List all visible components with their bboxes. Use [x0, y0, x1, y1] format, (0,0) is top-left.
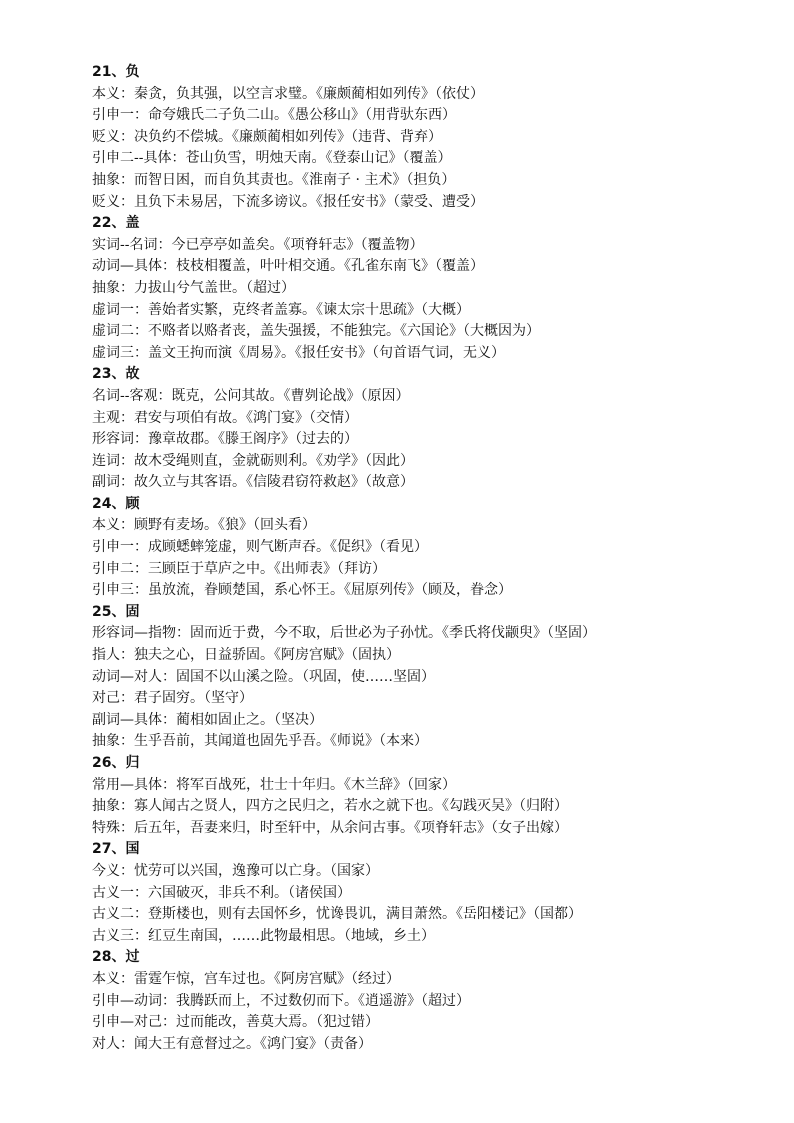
- definition-line: 古义一：六国破灭，非兵不利。（诸侯国）: [92, 884, 351, 901]
- definition-line: 古义二：登斯楼也，则有去国怀乡，忧谗畏讥，满目萧然。《岳阳楼记》（国都）: [92, 906, 582, 923]
- definition-line: 虚词二：不赂者以赂者丧，盖失强援，不能独完。《六国论》（大概因为）: [92, 323, 540, 340]
- definition-line: 名词--客观：既克，公问其故。《曹刿论战》（原因）: [92, 387, 410, 404]
- definition-line: 连词：故木受绳则直，金就砺则利。《劝学》（因此）: [92, 452, 414, 469]
- definition-line: 动词—具体：枝枝相覆盖，叶叶相交通。《孔雀东南飞》（覆盖）: [92, 258, 484, 275]
- definition-line: 贬义：且负下未易居，下流多谤议。《报任安书》（蒙受、遭受）: [92, 193, 484, 210]
- definition-line: 副词：故久立与其客语。《信陵君窃符救赵》（故意）: [92, 474, 414, 491]
- section-title: 21、负: [92, 64, 140, 80]
- definition-line: 引申二：三顾臣于草庐之中。《出师表》（拜访）: [92, 560, 386, 577]
- definition-line: 动词—对人：固国不以山溪之险。（巩固，使……坚固）: [92, 668, 435, 685]
- section-26: [92, 753, 782, 839]
- definition-line: 副词—具体：蔺相如固止之。（坚决）: [92, 711, 323, 728]
- definition-line: 形容词—指物：固而近于费，今不取，后世必为子孙忧。《季氏将伐颛臾》（坚固）: [92, 625, 596, 642]
- section-21: [92, 62, 782, 213]
- section-23: [92, 364, 782, 494]
- section-25: [92, 602, 782, 753]
- section-title: 23、故: [92, 366, 140, 383]
- definition-line: 抽象：寡人闻古之贤人，四方之民归之，若水之就下也。《勾践灭吴》（归附）: [92, 798, 568, 815]
- definition-line: 抽象：力拔山兮气盖世。（超过）: [92, 279, 295, 296]
- section-title: 26、归: [92, 755, 140, 771]
- definition-line: 引申一：成顾蟋蟀笼虚，则气断声吞。《促织》（看见）: [92, 539, 428, 556]
- definition-line: 特殊：后五年，吾妻来归，时至轩中，从余问古事。《项脊轩志》（女子出嫁）: [92, 819, 568, 836]
- definition-line: 抽象：生乎吾前，其闻道也固先乎吾。《师说》（本来）: [92, 733, 428, 750]
- definition-line: 古义三：红豆生南国，……此物最相思。（地域，乡土）: [92, 927, 435, 944]
- definition-line: 指人：独夫之心，日益骄固。《阿房宫赋》（固执）: [92, 647, 400, 664]
- section-title: 25、固: [92, 603, 140, 620]
- definition-line: 常用—具体：将军百战死，壮士十年归。《木兰辞》（回家）: [92, 776, 456, 793]
- definition-line: 主观：君安与项伯有故。《鸿门宴》（交情）: [92, 409, 358, 426]
- definition-line: 对人：闻大王有意督过之。《鸿门宴》（责备）: [92, 1035, 372, 1052]
- definition-line: 实词--名词：今已亭亭如盖矣。《项脊轩志》（覆盖物）: [92, 236, 424, 253]
- definition-line: 本义：秦贪，负其强，以空言求璧。《廉颇蔺相如列传》（依仗）: [92, 85, 484, 102]
- section-27: [92, 839, 782, 947]
- section-title: 27、国: [92, 841, 140, 858]
- definition-line: 引申二--具体：苍山负雪，明烛天南。《登泰山记》（覆盖）: [92, 150, 452, 167]
- definition-line: 引申三：虽放流，眷顾楚国，系心怀王。《屈原列传》（顾及，眷念）: [92, 582, 512, 599]
- definition-line: 本义：顾野有麦场。《狼》（回头看）: [92, 517, 316, 534]
- definition-line: 形容词：豫章故郡。《滕王阁序》（过去的）: [92, 431, 358, 448]
- definition-line: 今义：忧劳可以兴国，逸豫可以亡身。（国家）: [92, 862, 379, 879]
- document-page: [92, 62, 782, 1055]
- section-22: [92, 213, 782, 364]
- section-24: [92, 494, 782, 602]
- definition-line: 本义：雷霆乍惊，宫车过也。《阿房宫赋》（经过）: [92, 970, 400, 987]
- definition-line: 引申—对己：过而能改，善莫大焉。（犯过错）: [92, 1014, 379, 1031]
- section-28: [92, 947, 782, 1055]
- definition-line: 引申一：命夸娥氏二子负二山。《愚公移山》（用背驮东西）: [92, 107, 456, 124]
- definition-line: 虚词三：盖文王拘而演《周易》。《报任安书》（句首语气词，无义）: [92, 344, 505, 361]
- definition-line: 贬义：决负约不偿城。《廉颇蔺相如列传》（违背、背弃）: [92, 128, 442, 145]
- section-title: 22、盖: [92, 215, 140, 232]
- section-title: 24、顾: [92, 495, 140, 512]
- definition-line: 抽象：而智日困，而自负其责也。《淮南子 · 主术》（担负）: [92, 171, 456, 188]
- definition-line: 对己：君子固穷。（坚守）: [92, 690, 253, 707]
- definition-line: 虚词一：善始者实繁，克终者盖寡。《谏太宗十思疏》（大概）: [92, 301, 470, 318]
- section-title: 28、过: [92, 949, 140, 966]
- definition-line: 引申—动词：我腾跃而上，不过数仞而下。《逍遥游》（超过）: [92, 992, 470, 1009]
